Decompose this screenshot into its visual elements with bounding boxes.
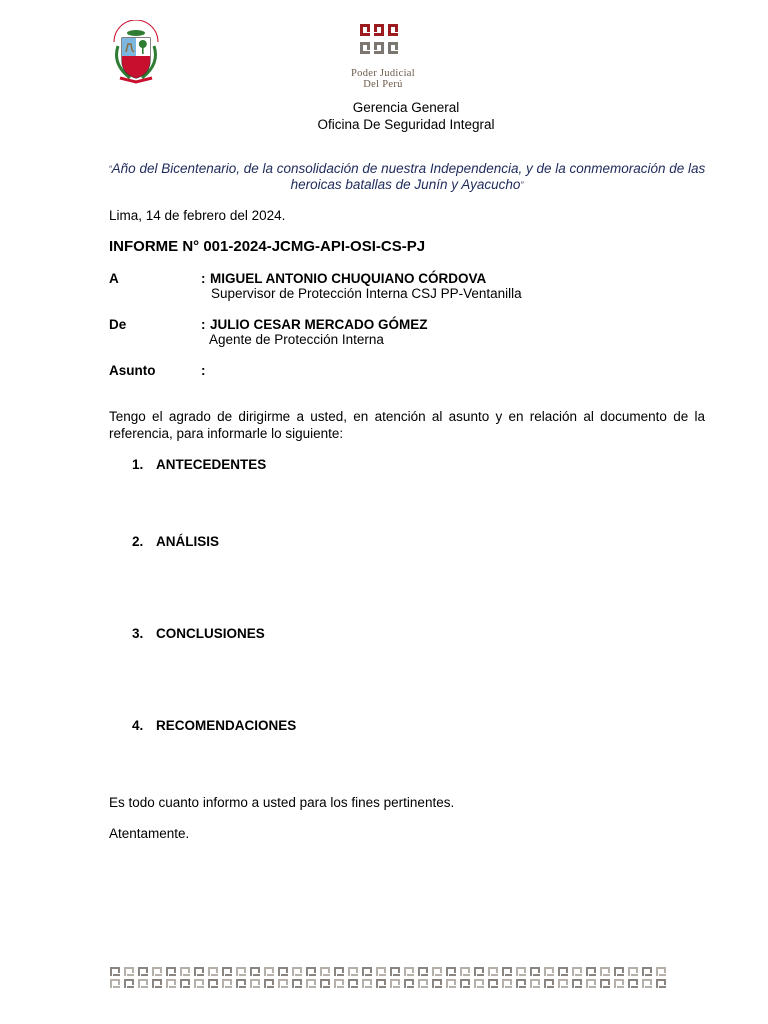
subject-label: Asunto [109, 363, 156, 378]
footer-pattern-tile [376, 967, 386, 976]
footer-pattern-tile [642, 979, 652, 988]
footer-pattern-band [109, 966, 669, 990]
footer-pattern-tile [306, 967, 316, 976]
footer-pattern-tile [236, 979, 246, 988]
footer-pattern-tile [586, 979, 596, 988]
footer-pattern-tile [614, 979, 624, 988]
footer-pattern-tile [334, 979, 344, 988]
footer-pattern-tile [460, 979, 470, 988]
logo-line-2: Del Perú [363, 79, 403, 90]
footer-pattern-tile [208, 967, 218, 976]
footer-pattern-tile [348, 979, 358, 988]
to-role: Supervisor de Protección Interna CSJ PP-Ventanilla [211, 286, 522, 301]
footer-pattern-tile [572, 967, 582, 976]
footer-pattern-tile [152, 979, 162, 988]
report-title: INFORME N° 001-2024-JCMG-API-OSI-CS-PJ [109, 238, 426, 255]
poder-judicial-logo [336, 22, 430, 94]
footer-pattern-tile [320, 979, 330, 988]
footer-pattern-tile [376, 979, 386, 988]
footer-pattern-tile [250, 967, 260, 976]
footer-pattern-tile [320, 967, 330, 976]
from-label: De [109, 317, 127, 332]
motto-open-quote: “ [108, 164, 112, 174]
footer-pattern-tile [586, 967, 596, 976]
from-name: JULIO CESAR MERCADO GÓMEZ [210, 317, 428, 332]
footer-pattern-tile [600, 967, 610, 976]
footer-pattern-tile [180, 967, 190, 976]
footer-pattern-tile [138, 979, 148, 988]
footer-pattern-tile [334, 967, 344, 976]
footer-pattern-tile [474, 979, 484, 988]
section-title-recomendaciones: RECOMENDACIONES [156, 718, 297, 733]
footer-pattern-tile [292, 967, 302, 976]
motto-close-quote: ” [520, 180, 524, 190]
section-title-analisis: ANÁLISIS [156, 534, 220, 549]
peru-coat-of-arms-icon [108, 20, 164, 86]
footer-pattern-tile [208, 979, 218, 988]
footer-pattern-tile [278, 979, 288, 988]
office-name: Oficina De Seguridad Integral [317, 117, 495, 132]
footer-pattern-tile [250, 979, 260, 988]
subject-colon: : [201, 363, 206, 378]
footer-pattern-tile [418, 967, 428, 976]
date-line: Lima, 14 de febrero del 2024. [109, 208, 286, 223]
footer-pattern-tile [236, 967, 246, 976]
footer-pattern-tile [460, 967, 470, 976]
closing-sentence: Es todo cuanto informo a usted para los fines pertinentes. [109, 795, 455, 810]
footer-pattern-tile [222, 967, 232, 976]
footer-pattern-tile [642, 967, 652, 976]
section-title-conclusiones: CONCLUSIONES [156, 626, 265, 641]
footer-pattern-tile [166, 979, 176, 988]
footer-pattern-tile [544, 967, 554, 976]
footer-pattern-tile [432, 979, 442, 988]
footer-pattern-tile [194, 967, 204, 976]
footer-pattern-tile [110, 979, 120, 988]
section-number: 4. [132, 718, 144, 733]
footer-pattern-tile [306, 979, 316, 988]
footer-pattern-tile [474, 967, 484, 976]
motto-text: Año del Bicentenario, de la consolidación de nuestra Independencia, y de la conmemoración de las heroicas batallas de Junín y Ayacucho [111, 161, 706, 192]
section-number: 1. [132, 457, 144, 472]
from-colon: : [201, 317, 206, 332]
footer-pattern-tile [628, 967, 638, 976]
to-colon: : [201, 271, 206, 286]
footer-pattern-tile [390, 979, 400, 988]
poder-judicial-emblem-icon [336, 22, 430, 68]
footer-pattern-tile [362, 979, 372, 988]
footer-pattern-tile [404, 967, 414, 976]
footer-pattern-tile [124, 979, 134, 988]
footer-pattern-tile [264, 979, 274, 988]
footer-pattern-tile [558, 979, 568, 988]
footer-pattern-tile [166, 967, 176, 976]
footer-pattern-tile [600, 979, 610, 988]
footer-pattern-tile [530, 967, 540, 976]
footer-pattern-tile [502, 967, 512, 976]
footer-pattern-tile [530, 979, 540, 988]
footer-pattern-tile [446, 979, 456, 988]
footer-pattern-tile [446, 967, 456, 976]
footer-pattern-tile [544, 979, 554, 988]
footer-pattern-tile [124, 967, 134, 976]
to-name: MIGUEL ANTONIO CHUQUIANO CÓRDOVA [210, 271, 487, 286]
section-number: 2. [132, 534, 144, 549]
footer-pattern-tile [656, 979, 666, 988]
logo-line-1: Poder Judicial [351, 68, 415, 79]
footer-pattern-tile [348, 967, 358, 976]
footer-pattern-tile [628, 979, 638, 988]
footer-pattern-tile [222, 979, 232, 988]
footer-pattern-tile [516, 967, 526, 976]
footer-pattern-tile [278, 967, 288, 976]
footer-pattern-tile [614, 967, 624, 976]
footer-pattern-tile [194, 979, 204, 988]
footer-pattern-tile [488, 979, 498, 988]
footer-pattern-tile [362, 967, 372, 976]
from-role: Agente de Protección Interna [209, 332, 384, 347]
footer-pattern-tile [180, 979, 190, 988]
department-name: Gerencia General [352, 100, 460, 115]
year-motto [104, 161, 710, 193]
footer-pattern-tile [502, 979, 512, 988]
footer-pattern-tile [572, 979, 582, 988]
to-label: A [109, 271, 119, 286]
footer-pattern-tile [516, 979, 526, 988]
footer-pattern-tile [110, 967, 120, 976]
section-number: 3. [132, 626, 144, 641]
section-title-antecedentes: ANTECEDENTES [156, 457, 267, 472]
footer-pattern-tile [138, 967, 148, 976]
footer-pattern-tile [390, 967, 400, 976]
footer-pattern-tile [558, 967, 568, 976]
signoff: Atentamente. [109, 826, 190, 841]
footer-pattern-tile [432, 967, 442, 976]
footer-pattern-tile [488, 967, 498, 976]
footer-pattern-tile [418, 979, 428, 988]
footer-pattern-tile [656, 967, 666, 976]
intro-paragraph: Tengo el agrado de dirigirme a usted, en atención al asunto y en relación al documento de la referencia, para informarle lo siguiente: [109, 409, 705, 441]
footer-pattern-tile [152, 967, 162, 976]
footer-pattern-tile [264, 967, 274, 976]
footer-pattern-tile [404, 979, 414, 988]
footer-pattern-tile [292, 979, 302, 988]
